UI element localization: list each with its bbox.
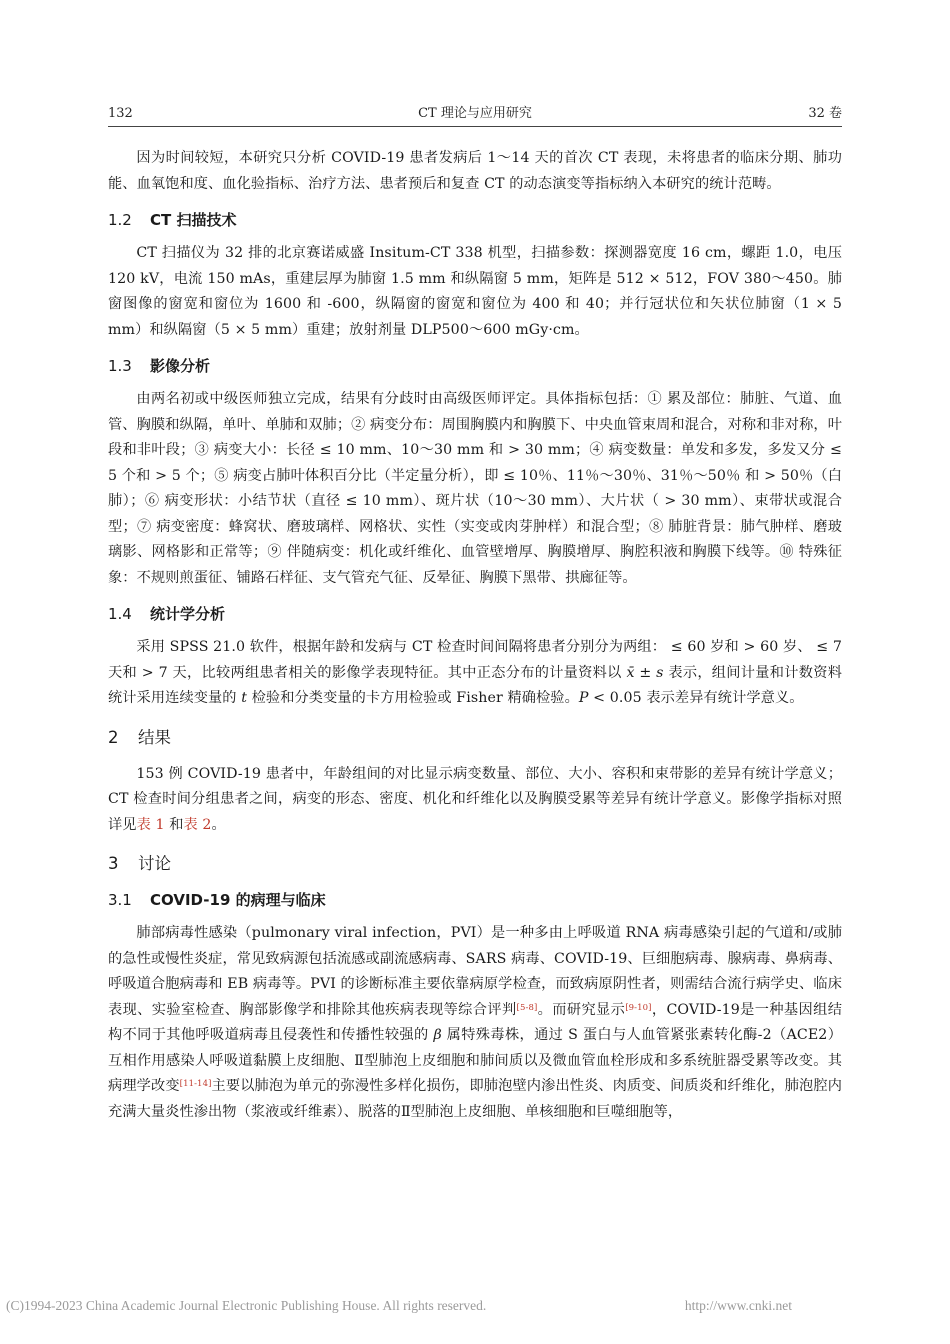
running-header (108, 104, 842, 124)
t-variable: t (241, 690, 248, 706)
page-number: 132 (108, 106, 133, 121)
copyright-notice: (C)1994-2023 China Academic Journal Electronic Publishing House. All rights reserved. (6, 1298, 487, 1313)
intro-paragraph: 因为时间较短，本研究只分析 COVID-19 患者发病后 1～14 天的首次 CT 表现，未将患者的临床分期、肺功能、血氧饱和度、血化验指标、治疗方法、患者预后和复查 CT 的动态演变等指标纳入本研究的统计范畴。 (108, 150, 842, 192)
section-3-1-heading (108, 888, 842, 912)
header-rule (108, 126, 842, 127)
section-1-4-heading (108, 602, 842, 626)
pathology-paragraph: 肺部病毒性感染（pulmonary viral infection，PVI）是一种多由上呼吸道 RNA 病毒感染引起的气道和/或肺的急性或慢性炎症，常见致病源包括流感或副流感病毒、SARS 病毒、COVID-19、巨细胞病毒、腺病毒、鼻病毒、呼吸道合胞病毒和 EB 病毒等。PVI 的诊断标准主要依靠病原学检查，而致病原阴性者，则需结合流行病学史、临床表现、实验室检查、胸部影像学和排除其他疾病表现等综合评判[5-8]。而研究显示[9-10]，COVID-19是一种基因组结构不同于其他呼吸道病毒且侵袭性和传播性较强的 β 属特殊毒株，通过 S 蛋白与人血管紧张素转化酶-2（ACE2）互相作用感染人呼吸道黏膜上皮细胞、Ⅱ型肺泡上皮细胞和肺间质以及微血管血栓形成和多系统脏器受累等改变。其病理学改变[11-14]主要以肺泡为单元的弥漫性多样化损伤，即肺泡壁内渗出性炎、肉质变、间质炎和纤维化，肺泡腔内充满大量炎性渗出物（浆液或纤维素）、脱落的Ⅱ型肺泡上皮细胞、单核细胞和巨噬细胞等， (108, 925, 842, 1120)
article-body (108, 146, 842, 1125)
section-title: 讨论 (138, 854, 171, 873)
cnki-url[interactable]: http://www.cnki.net (684, 1298, 792, 1313)
section-title: COVID-19 的病理与临床 (150, 891, 326, 909)
section-title: 统计学分析 (150, 605, 226, 623)
section-number: 3.1 (108, 891, 132, 909)
mean-sd-symbol: x̄ ± s (626, 664, 664, 681)
image-analysis-paragraph: 由两名初或中级医师独立完成，结果有分歧时由高级医师评定。具体指标包括：① 累及部位：肺脏、气道、血管、胸膜和纵隔，单叶、单肺和双肺；② 病变分布：周围胸膜内和胸膜下、中央血管束周和混合，对称和非对称，叶段和非叶段；③ 病变大小：长径 ≤ 10 mm、10～30 mm 和 > 30 mm；④ 病变数量：单发和多发，多发又分 ≤ 5 个和 > 5 个；⑤ 病变占肺叶体积百分比（半定量分析），即 ≤ 10％、11％～30％、31％～50％ 和 > 50％（白肺）；⑥ 病变形状：小结节状（直径 ≤ 10 mm）、斑片状（10～30 mm）、大片状（ > 30 mm）、束带状或混合型；⑦ 病变密度：蜂窝状、磨玻璃样、网格状、实性（实变或肉芽肿样）和混合型；⑧ 肺脏背景：肺气肿样、磨玻璃影、网格影和正常等；⑨ 伴随病变：机化或纤维化、血管壁增厚、胸膜增厚、胸腔积液和胸膜下线等。⑩ 特殊征象：不规则煎蛋征、铺路石样征、支气管充气征、反晕征、胸膜下黑带、拱廊征等。 (108, 391, 842, 586)
citation-5-8[interactable]: [5-8] (516, 1002, 538, 1013)
section-1-2-heading (108, 208, 842, 232)
section-number: 1.3 (108, 357, 132, 375)
section-title: 影像分析 (150, 357, 211, 375)
p-variable: P (578, 690, 589, 706)
section-title: CT 扫描技术 (150, 211, 237, 229)
citation-9-10[interactable]: [9-10] (625, 1002, 652, 1013)
beta-symbol: β (433, 1027, 442, 1043)
section-3-heading (108, 852, 842, 876)
section-number: 3 (108, 854, 119, 873)
section-1-3-heading (108, 354, 842, 378)
ct-scanning-paragraph: CT 扫描仪为 32 排的北京赛诺威盛 Insitum-CT 338 机型，扫描参数：探测器宽度 16 cm，螺距 1.0，电压 120 kV，电流 150 mAs，重建层厚为肺窗 1.5 mm 和纵隔窗 5 mm，矩阵是 512 × 512，FOV 380～450。肺窗图像的窗宽和窗位为 1600 和 -600，纵隔窗的窗宽和窗位为 400 和 40；并行冠状位和矢状位肺窗（1 × 5 mm）和纵隔窗（5 × 5 mm）重建；放射剂量 DLP500～600 mGy·cm。 (108, 245, 842, 338)
journal-name: CT 理论与应用研究 (418, 106, 532, 121)
results-paragraph: 153 例 COVID-19 患者中，年龄组间的对比显示病变数量、部位、大小、容积和束带影的差异有统计学意义；CT 检查时间分组患者之间，病变的形态、密度、机化和纤维化以及胸膜受累等差异有统计学意义。影像学指标对照详见表 1 和表 2。 (108, 765, 842, 833)
section-title: 结果 (138, 727, 171, 747)
table-2-link[interactable]: 表 2 (183, 816, 212, 833)
statistics-paragraph: 采用 SPSS 21.0 软件，根据年龄和发病与 CT 检查时间间隔将患者分别分为两组： ≤ 60 岁和 > 60 岁、 ≤ 7 天和 > 7 天，比较两组患者相关的影像学表现特征。其中正态分布的计量资料以 x̄ ± s 表示，组间计量和计数资料统计采用连续变量的 t 检验和分类变量的卡方用检验或 Fisher 精确检验。P < 0.05 表示差异有统计学意义。 (108, 639, 842, 706)
section-number: 2 (108, 727, 119, 747)
citation-11-14[interactable]: [11-14] (179, 1079, 212, 1089)
volume-label: 32 卷 (808, 106, 842, 121)
section-2-heading (108, 726, 842, 750)
section-number: 1.4 (108, 605, 132, 623)
table-1-link[interactable]: 表 1 (136, 816, 165, 833)
section-number: 1.2 (108, 211, 132, 229)
